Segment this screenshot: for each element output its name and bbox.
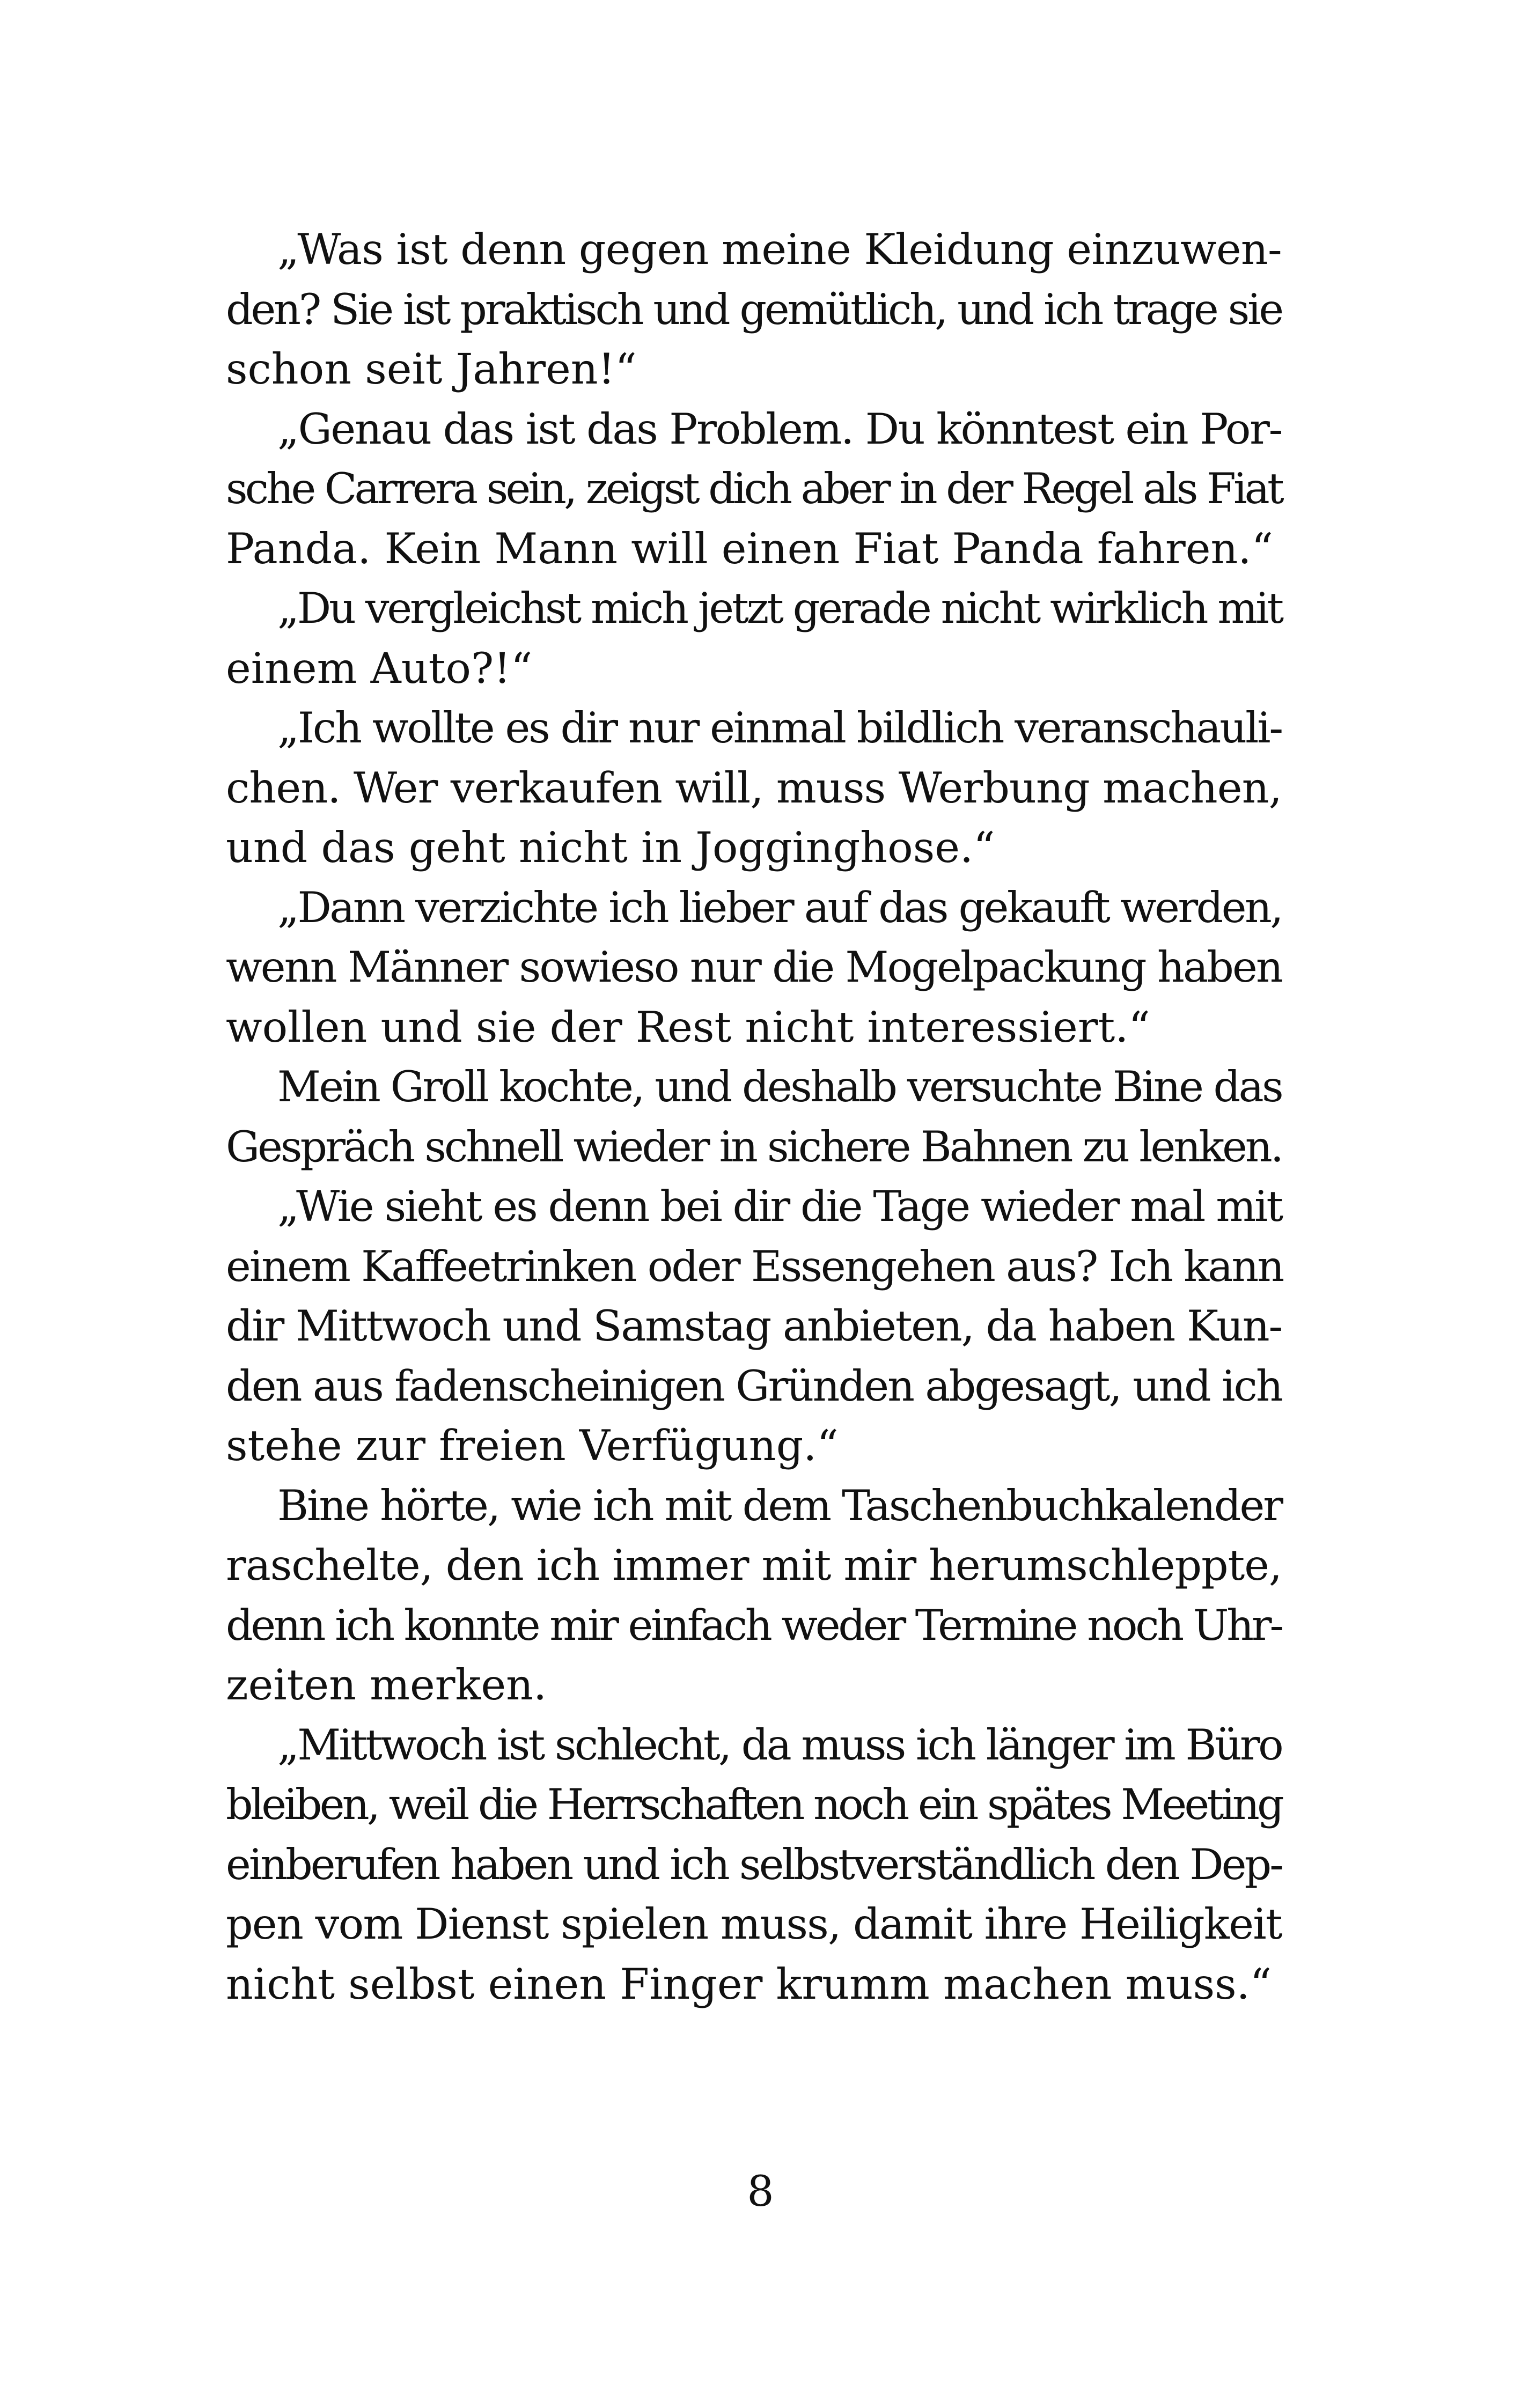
text-line: „Du vergleichst mich jetzt gerade nicht wirklich mit <box>277 584 1282 633</box>
text-line: dir Mittwoch und Samstag anbieten, da haben Kun- <box>226 1301 1282 1351</box>
body-text <box>226 220 1282 2014</box>
text-line: raschelte, den ich immer mit mir herumschleppte, <box>226 1541 1282 1590</box>
text-line: einem Auto?!“ <box>226 643 533 693</box>
text-line: sche Carrera sein, zeigst dich aber in der Regel als Fiat <box>226 464 1282 513</box>
text-line: „Was ist denn gegen meine Kleidung einzuwen- <box>277 225 1282 274</box>
text-line: und das geht nicht in Jogginghose.“ <box>226 823 995 872</box>
text-line: einem Kaffeetrinken oder Essengehen aus? Ich kann <box>226 1241 1283 1291</box>
page-number: 8 <box>747 2167 774 2216</box>
text-line: Bine hörte, wie ich mit dem Taschenbuchkalender <box>277 1481 1282 1530</box>
text-line: schon seit Jahren!“ <box>226 344 637 394</box>
text-line: Panda. Kein Mann will einen Fiat Panda fahren.“ <box>226 524 1273 573</box>
text-line: „Genau das ist das Problem. Du könntest ein Por- <box>277 404 1282 454</box>
text-line: pen vom Dienst spielen muss, damit ihre Heiligkeit <box>226 1899 1282 1949</box>
text-line: chen. Wer verkaufen will, muss Werbung machen, <box>226 763 1282 813</box>
text-line: „Mittwoch ist schlecht, da muss ich länger im Büro <box>277 1720 1282 1770</box>
text-line: den aus fadenscheinigen Gründen abgesagt, und ich <box>226 1361 1282 1411</box>
text-line: „Dann verzichte ich lieber auf das gekauft werden, <box>277 882 1282 932</box>
text-line: wollen und sie der Rest nicht interessiert.“ <box>226 1002 1150 1052</box>
text-line: bleiben, weil die Herrschaften noch ein spätes Meeting <box>226 1780 1282 1829</box>
text-line: stehe zur freien Verfügung.“ <box>226 1421 839 1470</box>
text-line: nicht selbst einen Finger krumm machen muss.“ <box>226 1959 1272 2009</box>
text-line: „Ich wollte es dir nur einmal bildlich veranschauli- <box>277 703 1282 753</box>
text-line: wenn Männer sowieso nur die Mogelpackung haben <box>226 942 1282 992</box>
text-line: den? Sie ist praktisch und gemütlich, und ich trage sie <box>226 284 1282 334</box>
text-line: Gespräch schnell wieder in sichere Bahnen zu lenken. <box>226 1122 1282 1172</box>
text-line: Mein Groll kochte, und deshalb versuchte Bine das <box>277 1062 1282 1111</box>
text-line: zeiten merken. <box>226 1660 547 1710</box>
text-line: denn ich konnte mir einfach weder Termine noch Uhr- <box>226 1600 1282 1650</box>
text-line: einberufen haben und ich selbstverständlich den Dep- <box>226 1839 1282 1889</box>
text-line: „Wie sieht es denn bei dir die Tage wieder mal mit <box>277 1182 1282 1231</box>
